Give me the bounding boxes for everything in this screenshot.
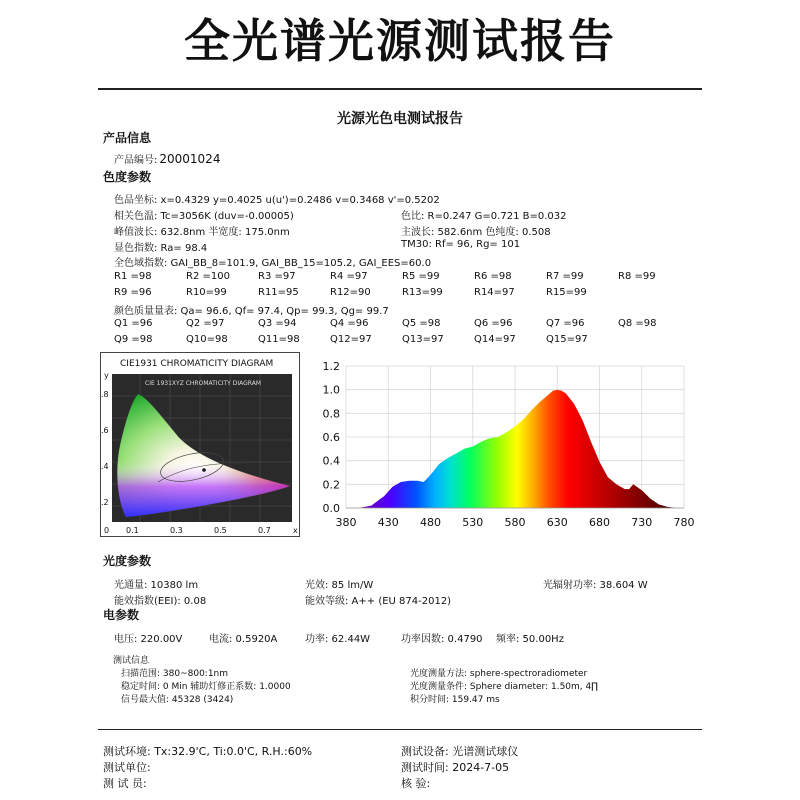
q-value: Q1 =96 (114, 318, 153, 329)
cie-y-tick: .8 (101, 390, 109, 399)
cie-title: CIE1931 CHROMATICITY DIAGRAM (120, 359, 274, 369)
stable-time: 稳定时间: 0 Min 辅助灯修正系数: 1.0000 (121, 682, 291, 692)
measure-condition: 光度测量条件: Sphere diameter: 1.50m, 4∏ (410, 682, 599, 692)
power: 功率: 62.44W (305, 634, 371, 645)
product-id (114, 151, 220, 166)
footer-divider (98, 729, 702, 730)
power-factor: 功率因数: 0.4790 (401, 634, 483, 645)
r-value: R1 =98 (114, 271, 152, 282)
r-value: R13=99 (402, 287, 443, 298)
cie-x-label: x (293, 526, 298, 535)
cqs-index: 颜色质量量表: Qa= 96.6, Qf= 97.4, Qp= 99.3, Qg= 99.7 (114, 306, 389, 317)
cie-x-tick: 0.7 (258, 526, 271, 535)
cie-test-point (202, 468, 206, 472)
cct: 相关色温: Tc=3056K (duv=-0.00005) (114, 211, 294, 222)
spectrum-y-tick: 1.2 (322, 360, 340, 373)
r-value: R14=97 (474, 287, 515, 298)
report-title: 光源光色电测试报告 (337, 111, 463, 127)
q-value: Q15=97 (546, 334, 588, 345)
test-time: 测试时间: 2024-7-05 (401, 761, 510, 774)
photometric-heading: 光度参数 (103, 554, 152, 568)
banner-title: 全光谱光源测试报告 (184, 14, 616, 68)
spectrum-y-tick: 0.0 (322, 502, 340, 515)
eei: 能效指数(EEI): 0.08 (114, 596, 207, 607)
energy-grade: 能效等级: A++ (EU 874-2012) (305, 596, 452, 607)
top-divider (98, 88, 702, 90)
cie-x-tick: 0.5 (214, 526, 227, 535)
q-value: Q4 =96 (330, 318, 369, 329)
product-heading: 产品信息 (103, 131, 152, 145)
r-value: R6 =98 (474, 271, 512, 282)
q-value: Q9 =98 (114, 334, 153, 345)
cie-y-tick: .2 (101, 498, 109, 507)
dominant-wavelength: 主波长: 582.6nm 色纯度: 0.508 (401, 227, 551, 238)
radiant-power: 光辐射功率: 38.604 W (543, 580, 648, 591)
luminous-efficacy: 光效: 85 lm/W (305, 580, 374, 591)
measure-method: 光度测量方法: sphere-spectroradiometer (410, 669, 588, 679)
product-id-label: 产品编号: (114, 155, 158, 166)
spectrum-y-tick: 0.8 (322, 407, 340, 421)
r-value: R11=95 (258, 287, 299, 298)
q-value: Q14=97 (474, 334, 516, 345)
q-value: Q3 =94 (258, 318, 297, 329)
r-value: R5 =99 (402, 271, 440, 282)
q-value: Q11=98 (258, 334, 300, 345)
scan-range: 扫描范围: 380~800:1nm (121, 669, 229, 679)
test-unit: 测试单位: (103, 761, 151, 774)
q-value: Q12=97 (330, 334, 372, 345)
luminous-flux: 光通量: 10380 lm (114, 580, 199, 591)
tm30: TM30: Rf= 96, Rg= 101 (401, 239, 521, 250)
r-value: R4 =97 (330, 271, 368, 282)
r-value: R10=99 (186, 287, 227, 298)
cie-x-tick: 0 (104, 526, 110, 535)
test-device: 测试设备: 光谱测试球仪 (401, 745, 519, 758)
test-environment: 测试环境: Tx:32.9'C, Ti:0.0'C, R.H.:60% (103, 745, 313, 758)
spectrum-x-tick: 630 (546, 516, 568, 529)
spectrum-curve (359, 390, 676, 508)
spectrum-y-tick: 0.6 (322, 431, 340, 444)
q-value: Q5 =98 (402, 318, 441, 329)
spectrum-x-tick: 530 (462, 516, 484, 529)
q-value: Q13=97 (402, 334, 444, 345)
r-value: R15=99 (546, 287, 587, 298)
r-value: R9 =96 (114, 287, 152, 298)
voltage: 电压: 220.00V (114, 634, 183, 645)
cie-x-tick: 0.1 (126, 526, 139, 535)
r-value: R8 =99 (618, 271, 656, 282)
peak-wavelength: 峰值波长: 632.8nm 半宽度: 175.0nm (114, 227, 290, 238)
spectrum-y-tick: 0.4 (322, 454, 340, 468)
integration-time: 积分时间: 159.47 ms (410, 695, 500, 705)
current: 电流: 0.5920A (209, 634, 278, 645)
spectrum-x-tick: 730 (631, 516, 653, 529)
q-value: Q8 =98 (618, 318, 657, 329)
q-value: Q7 =96 (546, 318, 585, 329)
cie-x-tick: 0.3 (170, 526, 183, 535)
spectrum-y-tick: 1.0 (322, 383, 340, 397)
electrical-heading: 电参数 (103, 608, 140, 622)
tester: 测 试 员: (103, 777, 147, 790)
r-value: R12=90 (330, 287, 371, 298)
chromaticity-coords: 色品坐标: x=0.4329 y=0.4025 u(u')=0.2486 v=0.3468 v'=0.5202 (114, 195, 440, 206)
spectrum-y-tick: 0.2 (322, 478, 340, 492)
r-value: R7 =99 (546, 271, 584, 282)
q-value: Q2 =97 (186, 318, 225, 329)
color-heading: 色度参数 (103, 170, 152, 184)
q-value: Q6 =96 (474, 318, 513, 329)
ra-index: 显色指数: Ra= 98.4 (114, 243, 208, 254)
cie-diagram (100, 352, 300, 537)
cie-y-label: y (104, 371, 109, 380)
spectrum-x-tick: 430 (377, 516, 399, 529)
spectrum-x-tick: 480 (420, 516, 441, 529)
r-value: R2 =100 (186, 271, 230, 282)
cie-inner-title: CIE 1931XYZ CHROMATICITY DIAGRAM (145, 380, 262, 387)
cie-y-tick: .4 (101, 462, 109, 471)
test-info-heading: 测试信息 (113, 656, 150, 666)
signal-max: 信号最大值: 45328 (3424) (121, 695, 234, 705)
product-id-value: 20001024 (159, 152, 221, 166)
color-ratio: 色比: R=0.247 G=0.721 B=0.032 (401, 211, 567, 222)
spectrum-x-tick: 380 (335, 516, 357, 529)
spectrum-x-tick: 580 (504, 516, 526, 529)
gai-index: 全色域指数: GAI_BB_8=101.9, GAI_BB_15=105.2, GAI_EES=60.0 (114, 258, 432, 269)
spectrum-x-tick: 680 (589, 516, 610, 529)
spectrum-x-tick: 780 (673, 516, 695, 529)
r-value: R3 =97 (258, 271, 296, 282)
spectrum-chart (300, 352, 700, 537)
cie-y-tick: .6 (101, 426, 109, 435)
q-value: Q10=98 (186, 334, 228, 345)
checker: 核 验: (401, 777, 431, 790)
frequency: 频率: 50.00Hz (496, 634, 564, 645)
